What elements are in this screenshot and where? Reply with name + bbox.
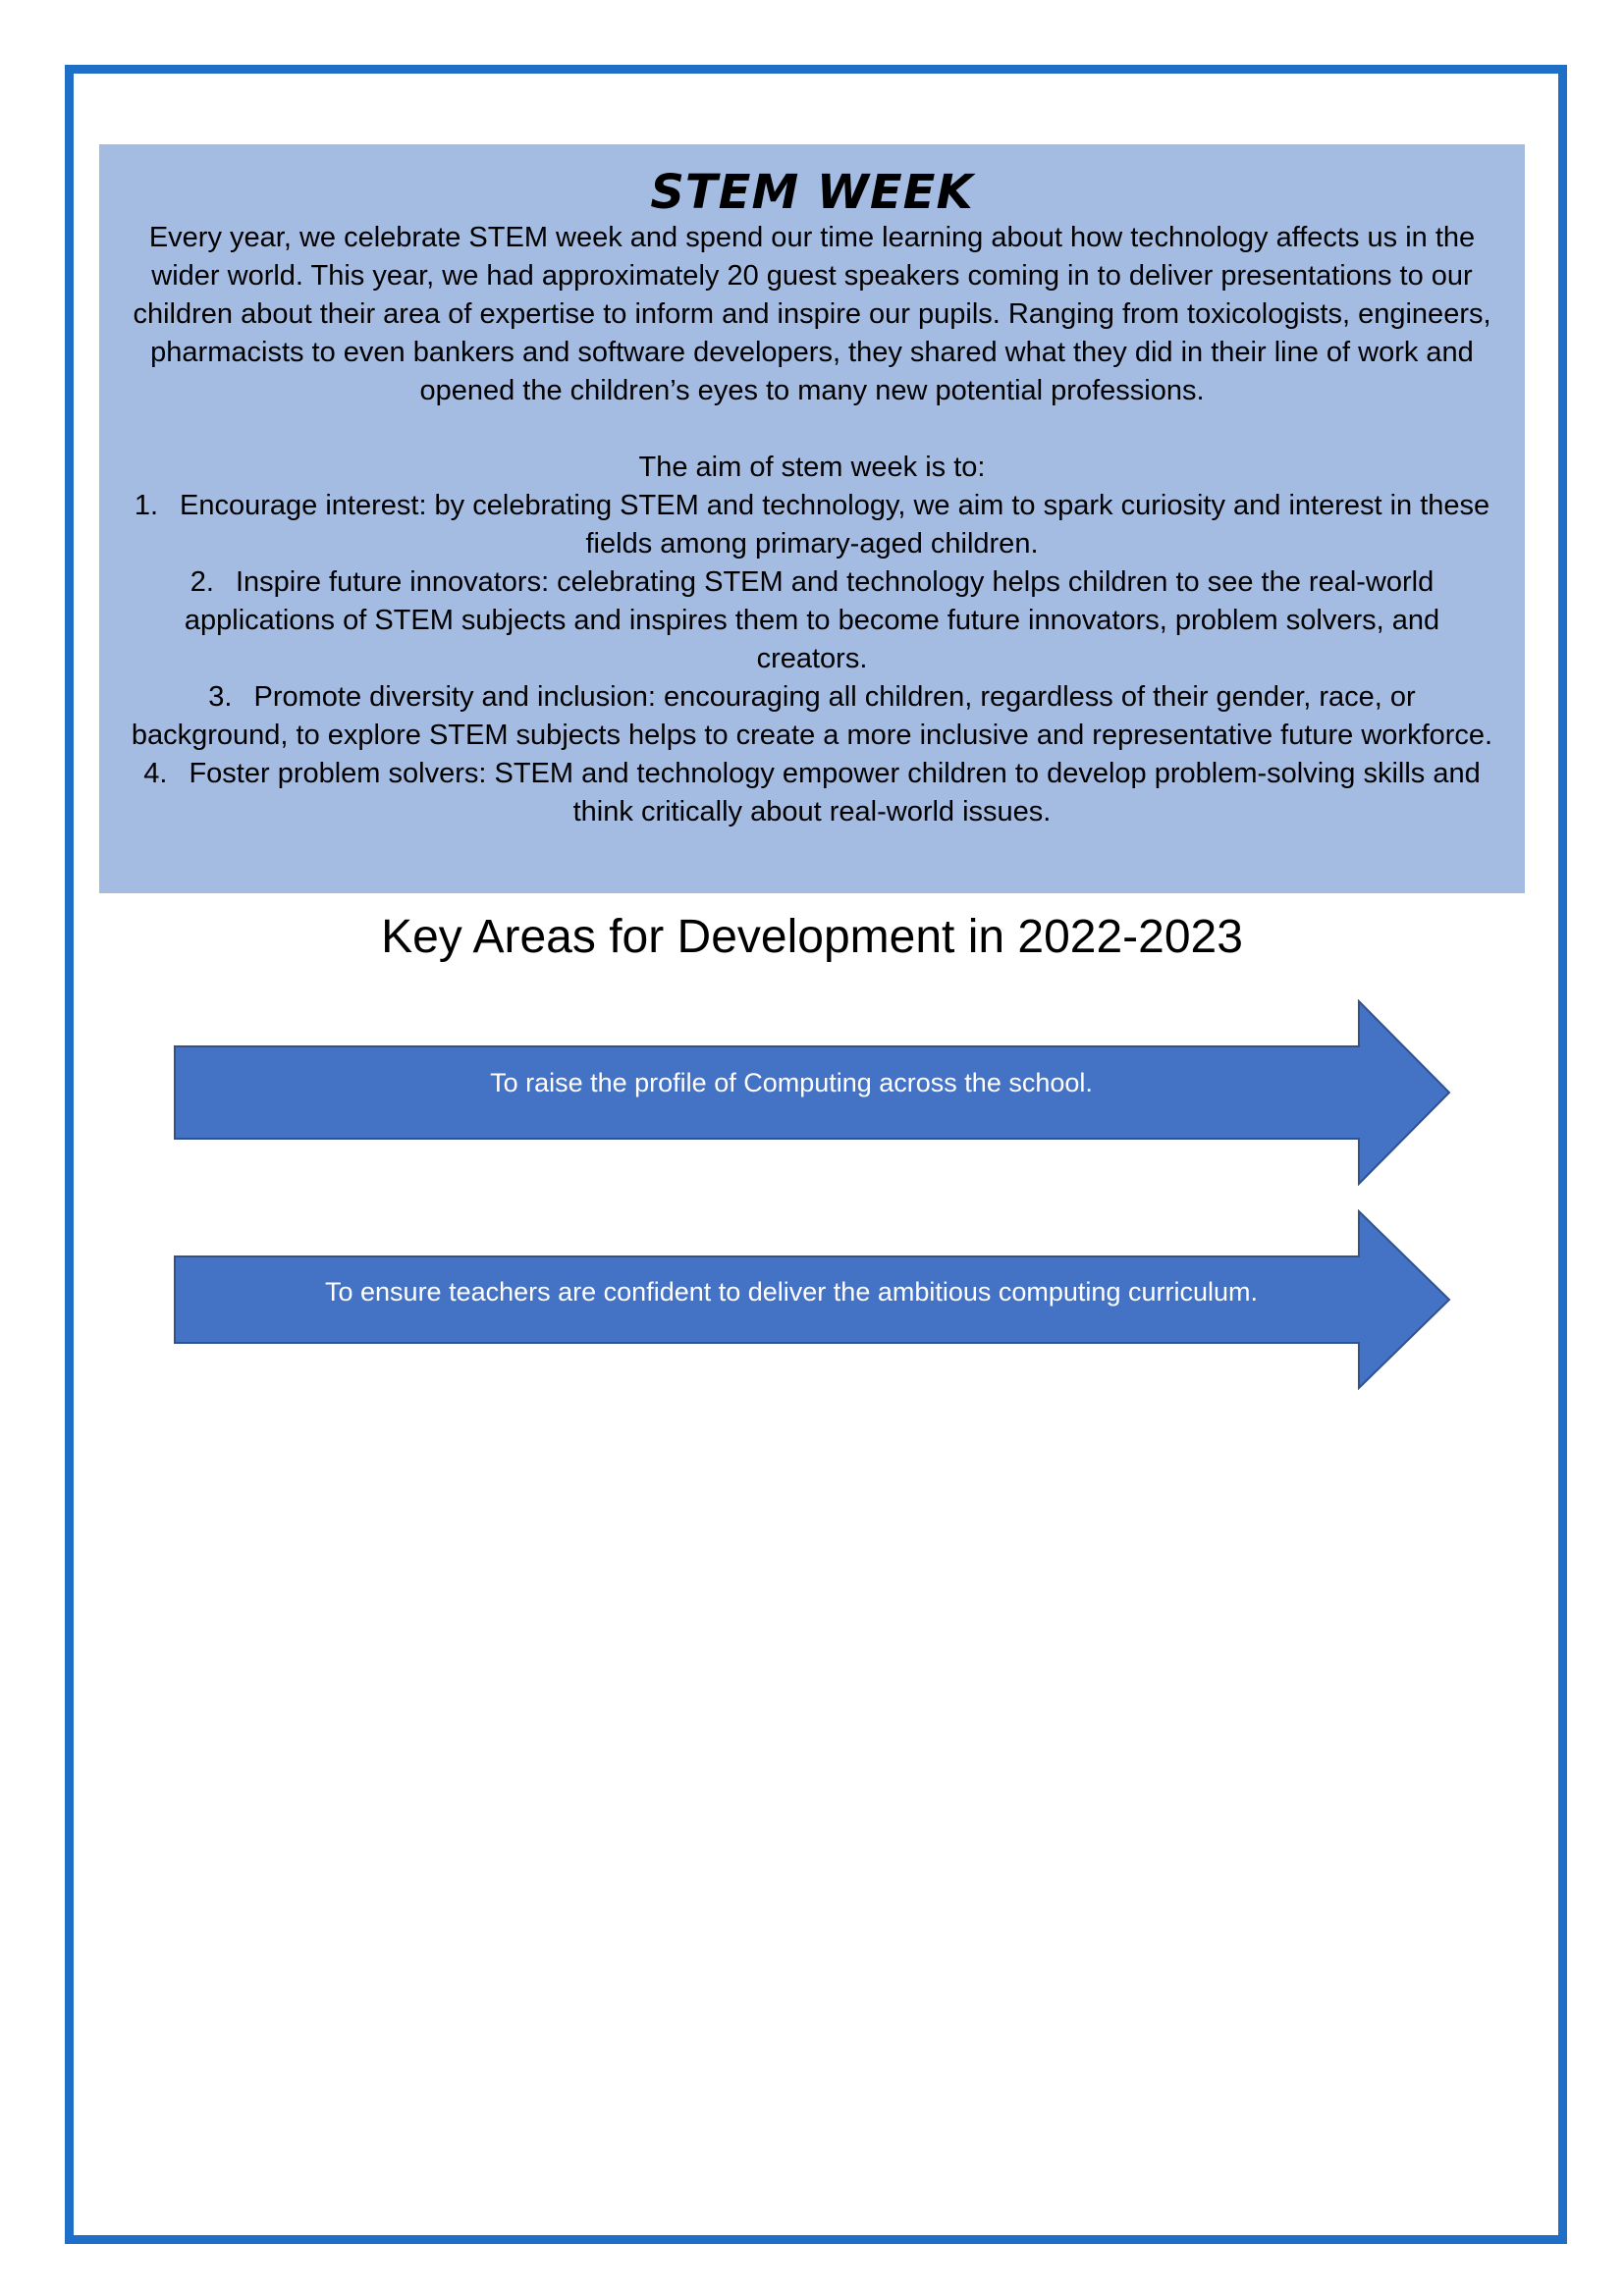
aim-item (127, 563, 1497, 678)
aim-item (127, 487, 1497, 563)
aim-number: 4. (143, 758, 168, 789)
aim-number: 1. (134, 490, 159, 521)
aim-text: Inspire future innovators: celebrating STEM and technology helps children to see the real-world applications of STEM subjects and inspires them to become future innovators, problem solvers, and creators. (184, 566, 1440, 674)
aim-item (127, 678, 1497, 755)
aim-number: 3. (208, 681, 233, 713)
key-area-label-1: To raise the profile of Computing across the school. (490, 1068, 1093, 1097)
aim-list (127, 487, 1497, 831)
key-area-arrow-2 (173, 1209, 1451, 1390)
stem-week-title: STEM WEEK (650, 165, 974, 220)
aim-number: 2. (189, 566, 214, 598)
aim-text: Foster problem solvers: STEM and technology empower children to develop problem-solving skills and think critically about real-world issues. (189, 758, 1481, 828)
aim-text: Promote diversity and inclusion: encouraging all children, regardless of their gender, race, or background, to explore STEM subjects helps to create a more inclusive and representative future workforce. (131, 681, 1493, 751)
aim-text: Encourage interest: by celebrating STEM and technology, we aim to spark curiosity and interest in these fields among primary-aged children. (180, 490, 1490, 560)
key-areas-heading: Key Areas for Development in 2022-2023 (381, 911, 1243, 963)
aim-item (127, 755, 1497, 831)
stem-week-intro: Every year, we celebrate STEM week and spend our time learning about how technology affects us in the wider world. This year, we had approximately 20 guest speakers coming in to deliver presentations to our children about their area of expertise to inform and inspire our pupils. Ranging from toxicologists, engineers, pharmacists to even bankers and software developers, they shared what they did in their line of work and opened the children’s eyes to many new potential professions. (133, 222, 1491, 406)
key-area-label-2: To ensure teachers are confident to deliver the ambitious computing curriculum. (325, 1277, 1258, 1307)
key-area-arrow-1 (173, 999, 1451, 1186)
stem-week-panel (99, 144, 1525, 893)
aim-heading: The aim of stem week is to: (638, 452, 986, 483)
